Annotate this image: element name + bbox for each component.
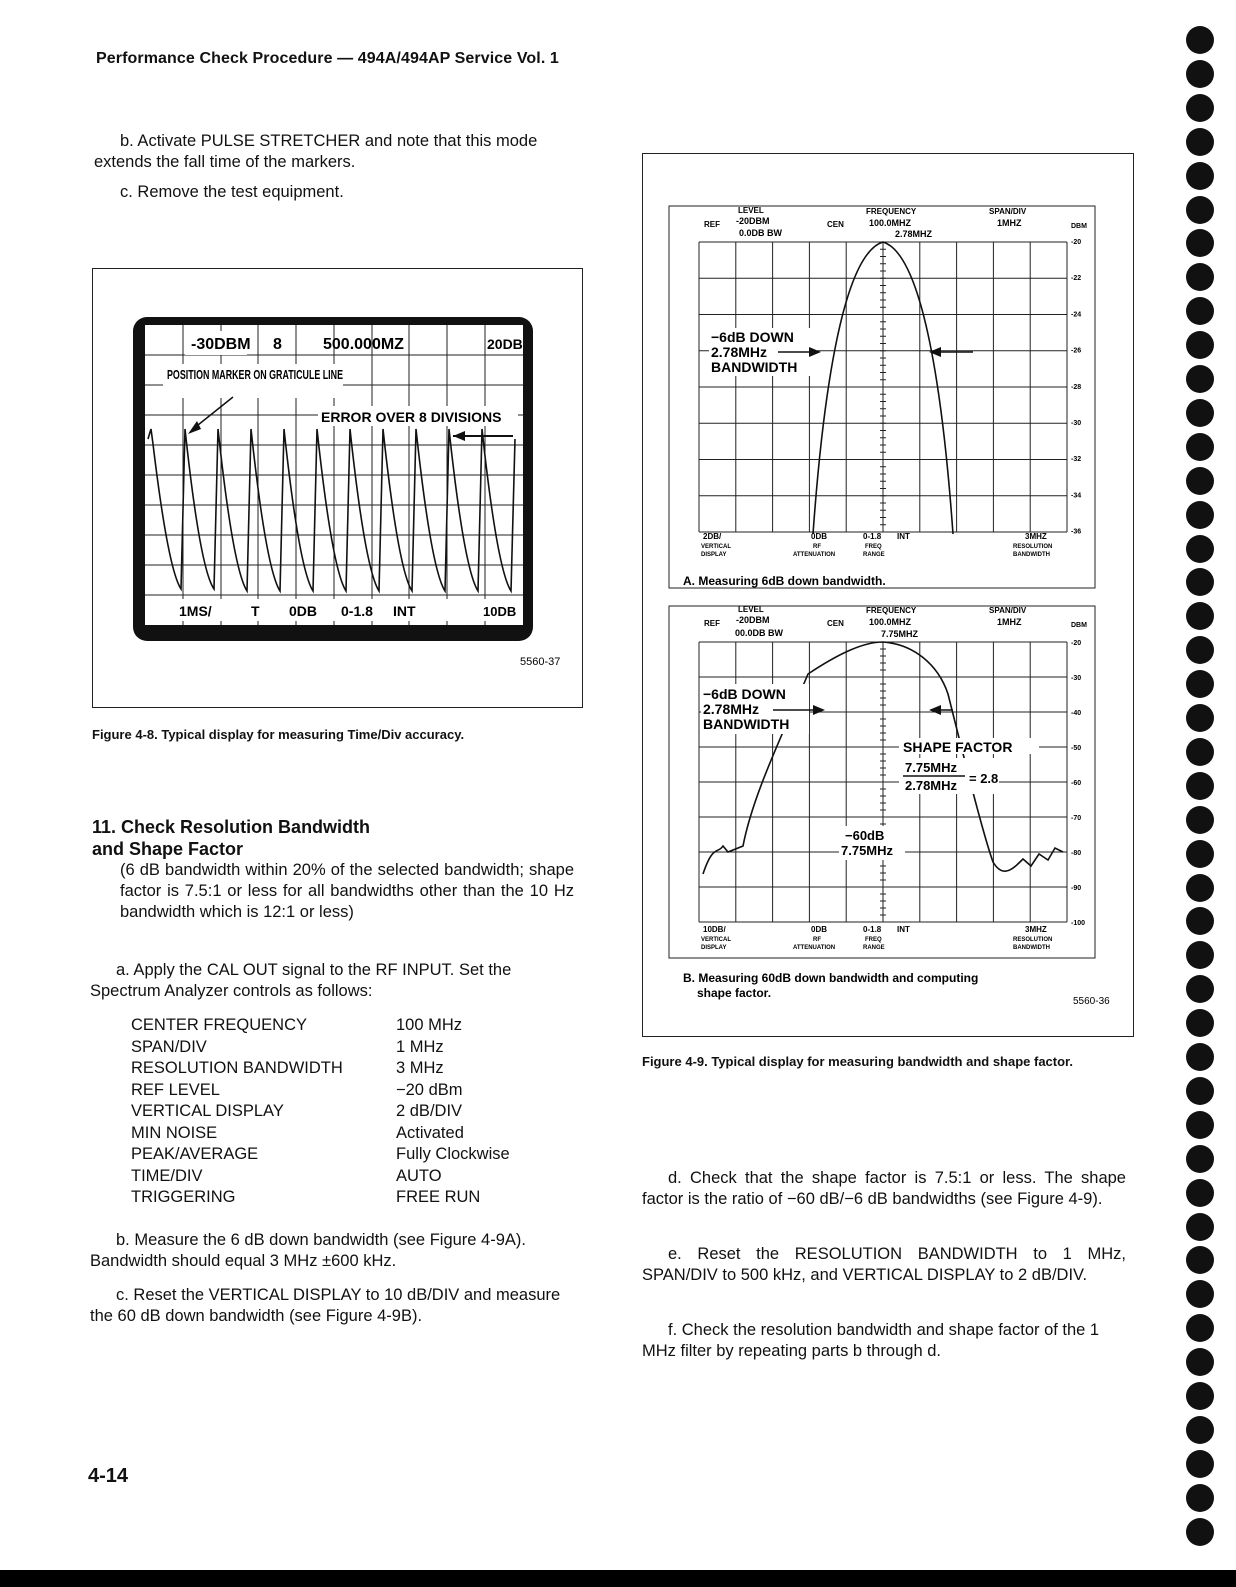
section-title-1: 11. Check Resolution Bandwidth [92,817,371,837]
setting-value: 2 dB/DIV [396,1102,463,1120]
readout-range: 0-1.8 [341,603,373,619]
running-header: Performance Check Procedure — 494A/494AP Service Vol. 1 [96,50,559,67]
panel-a-level-label: LEVEL [738,206,764,215]
scale-label: -20 [1071,239,1082,246]
panel-a-freq: 100.0MHZ [869,218,912,228]
panel-b-range-val: 0-1.8 [863,925,882,934]
setting-key: RESOLUTION BANDWIDTH [131,1059,343,1077]
scale-label: -60 [1071,780,1082,787]
scale-label: -22 [1071,275,1082,283]
panel-b-shape-factor: SHAPE FACTOR [903,739,1013,755]
panel-a-bw: 0.0DB BW [739,228,783,238]
panel-a-display: DISPLAY [701,552,727,558]
binding-hole [1186,602,1214,630]
panel-b-display: DISPLAY [701,945,727,951]
panel-b [669,605,1095,1000]
readout-int: INT [393,603,416,619]
panel-a-rbw: 3MHZ [1025,532,1047,541]
para-e-reset-rbw: e. Reset the RESOLUTION BANDWIDTH to 1 MHz, SPAN/DIV to 500 kHz, and VERTICAL DISPLAY to 2 dB/DIV. [642,1245,1126,1284]
settings-row [131,1188,571,1210]
page-number: 4-14 [88,1465,129,1487]
binding-hole [1186,297,1214,325]
scale-label: -100 [1071,920,1086,927]
panel-a-range: RANGE [863,552,885,558]
para-f-check-1mhz: f. Check the resolution bandwidth and shape factor of the 1 MHz filter by repeating parts b through d. [642,1321,1100,1360]
binding-hole [1186,1314,1214,1342]
panel-b-caption-1: B. Measuring 60dB down bandwidth and computing [683,971,979,985]
panel-b-level-label: LEVEL [738,605,764,614]
binding-hole [1186,128,1214,156]
panel-a-dbm: DBM [1071,223,1087,230]
panel-a-vdiv: 2DB/ [703,532,722,541]
binding-hole [1186,907,1214,935]
para-a-apply-cal-out: a. Apply the CAL OUT signal to the RF INPUT. Set the Spectrum Analyzer controls as follows: [90,961,512,1000]
binding-hole [1186,501,1214,529]
panel-b-vdiv: 10DB/ [703,925,726,934]
panel-b-caption-2: shape factor. [697,986,772,1000]
panel-b-resolution: RESOLUTION [1013,937,1053,943]
panel-a-cen: CEN [827,220,844,229]
readout-freq: 500.000MZ [323,336,404,353]
setting-key: VERTICAL DISPLAY [131,1102,284,1120]
binding-hole [1186,535,1214,563]
scale-label: -24 [1071,311,1082,319]
binding-hole [1186,1077,1214,1105]
setting-key: PEAK/AVERAGE [131,1145,259,1163]
setting-value: Fully Clockwise [396,1145,510,1163]
settings-row [131,1081,571,1103]
binding-hole [1186,433,1214,461]
panel-a [669,206,1095,588]
binding-hole [1186,772,1214,800]
panel-a-freq-label: FREQUENCY [866,207,917,216]
binding-hole [1186,1280,1214,1308]
settings-row [131,1102,571,1124]
binding-hole [1186,1416,1214,1444]
panel-a-ref: REF [704,220,720,229]
panel-a-range-val: 0-1.8 [863,532,882,541]
panel-a-caption: A. Measuring 6dB down bandwidth. [683,574,886,588]
figure-4-8-id: 5560-37 [520,656,561,668]
panel-b-bandwidth: BANDWIDTH [1013,945,1050,951]
panel-a-bandwidth: BANDWIDTH [1013,552,1050,558]
binding-hole [1186,26,1214,54]
section-note: (6 dB bandwidth within 20% of the selected bandwidth; shape factor is 7.5:1 or less for all bandwidths other than the 10 Hz bandwidth which is 12:1 or less) [120,861,574,921]
setting-key: CENTER FREQUENCY [131,1016,308,1034]
para-b-pulse-stretcher: b. Activate PULSE STRETCHER and note that this mode extends the fall time of the markers. [94,132,538,171]
figure-4-8 [92,268,583,708]
panel-a-span: 1MHZ [997,218,1022,228]
panel-b-span: 1MHZ [997,617,1022,627]
panel-b-freq: 100.0MHZ [869,617,912,627]
scale-label: -50 [1071,745,1082,752]
binding-hole [1186,162,1214,190]
scale-label: -90 [1071,885,1082,892]
panel-b-60db: −60dB [845,828,885,843]
binding-hole [1186,467,1214,495]
binding-hole [1186,1111,1214,1139]
binding-hole [1186,670,1214,698]
panel-a-int: INT [897,532,910,541]
scale-label: -30 [1071,420,1082,427]
readout-0db: 0DB [289,603,318,619]
panel-b-callout-1: −6dB DOWN [703,686,786,702]
setting-key: SPAN/DIV [131,1037,207,1056]
para-b-measure-6db: b. Measure the 6 dB down bandwidth (see Figure 4-9A). Bandwidth should equal 3 MHz ±600 kHz. [90,1231,526,1270]
setting-key: TIME/DIV [131,1166,203,1185]
binding-hole [1186,196,1214,224]
para-c-remove-equipment: c. Remove the test equipment. [120,183,344,201]
panel-b-callout-2: 2.78MHz [703,701,760,717]
panel-b-span-label: SPAN/DIV [989,606,1027,615]
panel-a-resolution: RESOLUTION [1013,544,1053,550]
settings-row [131,1145,571,1167]
setting-value: 1 MHz [396,1037,444,1056]
binding-hole [1186,365,1214,393]
scale-label: -34 [1071,492,1082,500]
settings-row [131,1167,571,1189]
settings-table [131,1016,571,1210]
readout-8: 8 [273,336,282,353]
panel-a-ref-level: -20DBM [736,216,770,226]
readout-timediv: 1MS/ [179,603,212,619]
scale-label: -26 [1071,347,1082,355]
section-title-2: and Shape Factor [92,839,244,859]
panel-b-60db-bw: 7.75MHz [841,843,894,858]
panel-a-rf: RF [813,544,821,550]
figure-4-9-id: 5560-36 [1073,996,1110,1007]
binding-hole [1186,874,1214,902]
binding-hole [1186,1246,1214,1274]
binding-hole [1186,229,1214,257]
figure-4-8-image [93,269,582,707]
panel-b-sf-den: 2.78MHz [905,778,958,793]
setting-value: −20 dBm [396,1080,463,1099]
panel-a-callout-2: 2.78MHz [711,344,768,360]
figure-4-9-image [643,154,1133,1036]
readout-10db: 10DB [483,604,517,619]
figure-4-9-caption: Figure 4-9. Typical display for measuring bandwidth and shape factor. [642,1054,1074,1069]
scale-label: -40 [1071,710,1082,717]
settings-row [131,1016,571,1038]
panel-b-rbw: 3MHZ [1025,925,1047,934]
binding-hole [1186,60,1214,88]
setting-key: MIN NOISE [131,1123,218,1142]
panel-a-attenuation: ATTENUATION [793,552,836,558]
binding-hole [1186,1213,1214,1241]
binding-hole [1186,1179,1214,1207]
binding-holes [1186,26,1226,1556]
panel-a-bw-readout: 2.78MHZ [895,229,933,239]
binding-hole [1186,941,1214,969]
binding-hole [1186,1145,1214,1173]
setting-value: Activated [396,1123,464,1142]
readout-t: T [251,603,260,619]
binding-hole [1186,636,1214,664]
scale-label: -70 [1071,815,1082,822]
panel-b-ref-level: -20DBM [736,615,770,625]
scale-label: -36 [1071,528,1082,536]
panel-a-callout-3: BANDWIDTH [711,359,798,375]
panel-a-freq-small: FREQ [865,544,882,550]
binding-hole [1186,1518,1214,1546]
setting-value: 100 MHz [396,1016,463,1034]
panel-b-int: INT [897,925,910,934]
scale-label: -20 [1071,640,1082,647]
binding-hole [1186,1009,1214,1037]
binding-hole [1186,1348,1214,1376]
panel-b-bw: 00.0DB BW [735,628,784,638]
binding-hole [1186,1484,1214,1512]
binding-hole [1186,263,1214,291]
figure-4-8-caption: Figure 4-8. Typical display for measuring Time/Div accuracy. [92,727,465,742]
binding-hole [1186,399,1214,427]
panel-b-freq-label: FREQUENCY [866,606,917,615]
settings-row [131,1124,571,1146]
binding-hole [1186,806,1214,834]
scale-label: -32 [1071,456,1082,464]
scale-label: -80 [1071,850,1082,857]
binding-hole [1186,94,1214,122]
panel-b-sf-num: 7.75MHz [905,760,958,775]
binding-hole [1186,1382,1214,1410]
scale-label: -30 [1071,675,1082,682]
panel-b-ref: REF [704,619,720,628]
scale-label: -28 [1071,383,1082,391]
panel-a-atten: 0DB [811,532,828,541]
setting-value: 3 MHz [396,1059,444,1077]
binding-hole [1186,975,1214,1003]
settings-row [131,1059,571,1081]
callout-error-8-div: ERROR OVER 8 DIVISIONS [321,409,502,425]
binding-hole [1186,840,1214,868]
panel-b-freq-small: FREQ [865,937,882,943]
figure-4-9 [642,153,1134,1037]
para-d-check-shape-factor: d. Check that the shape factor is 7.5:1 or less. The shape factor is the ratio of −60 dB/−6 dB bandwidths (see Figure 4-9). [642,1169,1126,1208]
binding-hole [1186,704,1214,732]
panel-a-vertical: VERTICAL [701,544,731,550]
binding-hole [1186,1450,1214,1478]
setting-value: AUTO [396,1166,442,1185]
callout-position-marker: POSITION MARKER ON GRATICULE LINE [167,367,344,382]
setting-value: FREE RUN [396,1188,481,1206]
panel-b-rf: RF [813,937,821,943]
panel-b-bw-readout: 7.75MHZ [881,629,919,639]
scan-edge-bar [0,1570,1236,1587]
binding-hole [1186,738,1214,766]
readout-level: 20DB [487,336,523,352]
setting-key: REF LEVEL [131,1080,220,1099]
panel-b-dbm: DBM [1071,622,1087,629]
panel-b-cen: CEN [827,619,844,628]
panel-b-atten: 0DB [811,925,828,934]
binding-hole [1186,331,1214,359]
binding-hole [1186,568,1214,596]
panel-b-range: RANGE [863,945,885,951]
panel-b-callout-3: BANDWIDTH [703,716,790,732]
panel-b-attenuation: ATTENUATION [793,945,836,951]
readout-ref: -30DBM [191,336,251,353]
setting-key: TRIGGERING [131,1188,236,1206]
binding-hole [1186,1043,1214,1071]
settings-row [131,1038,571,1060]
panel-a-callout-1: −6dB DOWN [711,329,794,345]
para-c-reset-vertical: c. Reset the VERTICAL DISPLAY to 10 dB/DIV and measure the 60 dB down bandwidth (see Figure 4-9B). [90,1286,561,1325]
panel-b-vertical: VERTICAL [701,937,731,943]
panel-a-span-label: SPAN/DIV [989,207,1027,216]
panel-b-sf-eq: = 2.8 [969,771,999,786]
